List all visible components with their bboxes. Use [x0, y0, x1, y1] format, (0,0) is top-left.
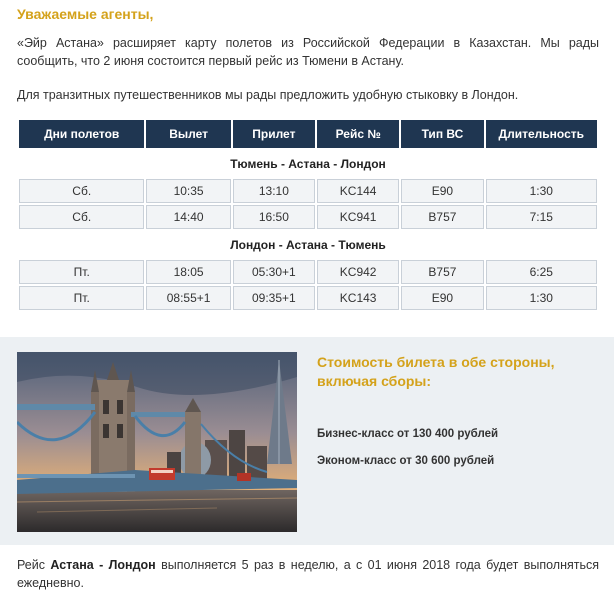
cell-days: Сб. [19, 179, 144, 203]
header-days: Дни полетов [19, 120, 144, 148]
greeting-heading: Уважаемые агенты, [17, 6, 154, 22]
cell-aircraft-type: B757 [401, 260, 483, 284]
cell-flight-number: KC941 [317, 205, 399, 229]
header-flight-number: Рейс № [317, 120, 399, 148]
route-title: Тюмень - Астана - Лондон [19, 150, 597, 177]
route-title: Лондон - Астана - Тюмень [19, 231, 597, 258]
cell-days: Сб. [19, 205, 144, 229]
footer-text-start: Рейс [17, 558, 51, 572]
header-arrival: Прилет [233, 120, 315, 148]
footer-text-end: выполняется 5 раз в неделю, а с 01 июня 2018 года будет выполняться ежедневно. [17, 558, 600, 590]
cell-duration: 1:30 [486, 179, 597, 203]
cell-aircraft-type: B757 [401, 205, 483, 229]
business-class-price: Бизнес-класс от 130 400 рублей [317, 428, 499, 440]
table-header-row [19, 120, 597, 148]
cell-duration: 6:25 [486, 260, 597, 284]
footer-note [17, 556, 599, 592]
price-promo-section [0, 337, 614, 545]
intro-paragraph: «Эйр Астана» расширяет карту полетов из Российской Федерации в Казахстан. Мы рады сообщить, что 2 июня состоится первый рейс из Тюмени в Астану. [17, 36, 599, 68]
route-heading-row [19, 231, 597, 258]
cell-flight-number: KC143 [317, 286, 399, 310]
cell-duration: 7:15 [486, 205, 597, 229]
cell-aircraft-type: E90 [401, 286, 483, 310]
header-aircraft-type: Тип ВС [401, 120, 483, 148]
london-tower-bridge-photo [17, 352, 297, 532]
flight-schedule-table [17, 118, 599, 312]
header-departure: Вылет [146, 120, 230, 148]
table-row [19, 286, 597, 310]
table-row [19, 260, 597, 284]
table-row [19, 179, 597, 203]
promo-title: Стоимость билета в обе стороны, включая сборы: [317, 354, 555, 389]
cell-flight-number: KC144 [317, 179, 399, 203]
transit-paragraph: Для транзитных путешественников мы рады предложить удобную стыковку в Лондон. [17, 88, 519, 102]
cell-departure: 14:40 [146, 205, 230, 229]
cell-departure: 18:05 [146, 260, 230, 284]
cell-arrival: 13:10 [233, 179, 315, 203]
cell-flight-number: KC942 [317, 260, 399, 284]
economy-class-price: Эконом-класс от 30 600 рублей [317, 455, 495, 467]
cell-aircraft-type: E90 [401, 179, 483, 203]
cell-days: Пт. [19, 260, 144, 284]
cell-duration: 1:30 [486, 286, 597, 310]
cell-days: Пт. [19, 286, 144, 310]
cell-departure: 08:55+1 [146, 286, 230, 310]
route-heading-row [19, 150, 597, 177]
footer-route: Астана - Лондон [50, 558, 156, 572]
cell-arrival: 16:50 [233, 205, 315, 229]
cell-arrival: 09:35+1 [233, 286, 315, 310]
cell-arrival: 05:30+1 [233, 260, 315, 284]
cell-departure: 10:35 [146, 179, 230, 203]
header-duration: Длительность [486, 120, 597, 148]
table-row [19, 205, 597, 229]
